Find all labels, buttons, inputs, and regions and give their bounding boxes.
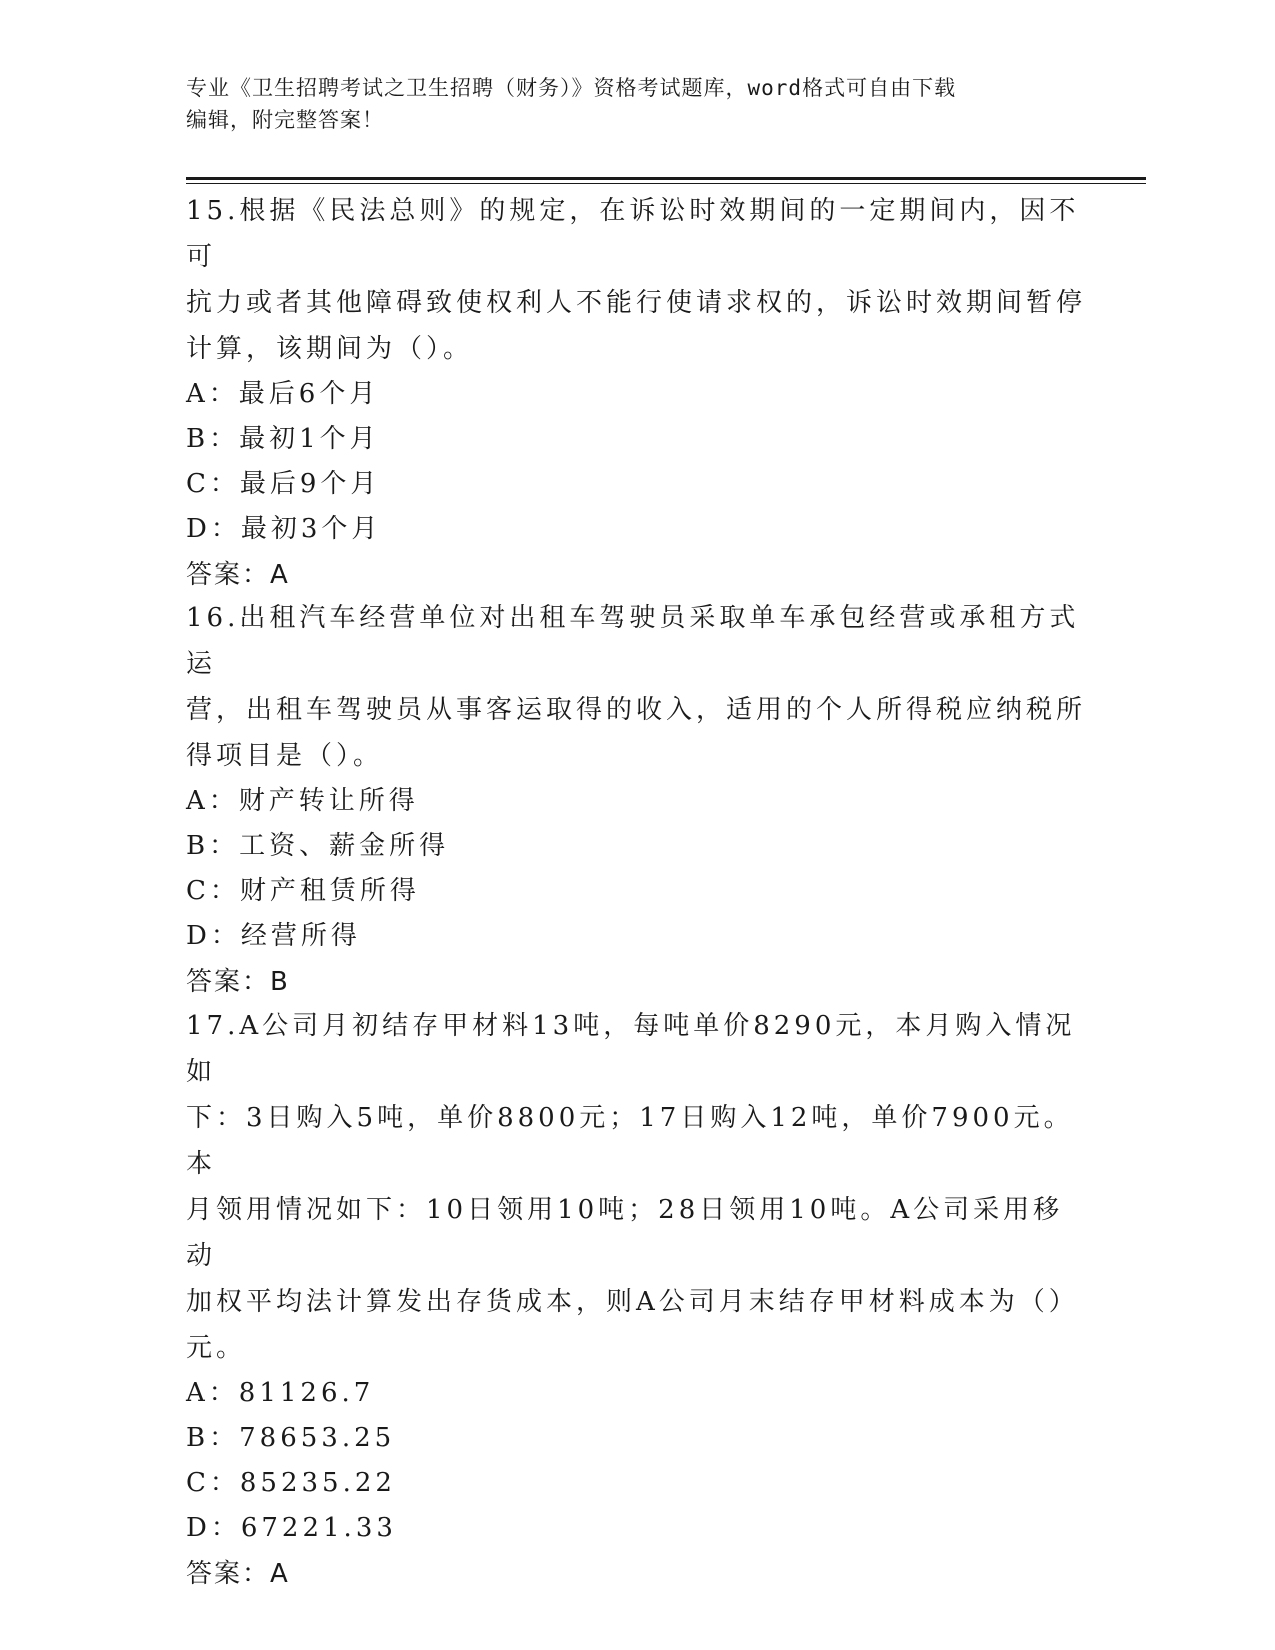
option-b: B：最初1个月 bbox=[186, 424, 380, 454]
question-stem-line: 下：3日购入5吨，单价8800元；17日购入12吨，单价7900元。本 bbox=[186, 1103, 1074, 1179]
option-c: C：财产租赁所得 bbox=[186, 876, 420, 906]
option-d: D：67221.33 bbox=[186, 1513, 397, 1543]
question-stem-line: 营，出租车驾驶员从事客运取得的收入，适用的个人所得税应纳税所 bbox=[186, 695, 1087, 725]
question-stem-line: 15.根据《民法总则》的规定，在诉讼时效期间的一定期间内，因不可 bbox=[186, 196, 1080, 272]
option-b: B：78653.25 bbox=[186, 1423, 396, 1453]
question-stem-line: 17.A公司月初结存甲材料13吨，每吨单价8290元，本月购入情况如 bbox=[186, 1011, 1076, 1087]
option-c: C：最后9个月 bbox=[186, 469, 381, 499]
question-17 bbox=[186, 1003, 1086, 1597]
option-a: A：财产转让所得 bbox=[186, 786, 419, 816]
option-b: B：工资、薪金所得 bbox=[186, 831, 450, 861]
answer-line: 答案：B bbox=[186, 967, 290, 997]
header-line-1: 专业《卫生招聘考试之卫生招聘（财务）》资格考试题库，word格式可自由下载 bbox=[186, 76, 957, 100]
question-stem-line: 抗力或者其他障碍致使权利人不能行使请求权的，诉讼时效期间暂停 bbox=[186, 288, 1087, 318]
question-stem-line: 加权平均法计算发出存货成本，则A公司月末结存甲材料成本为（） bbox=[186, 1287, 1079, 1317]
question-stem-line: 月领用情况如下：10日领用10吨；28日领用10吨。A公司采用移动 bbox=[186, 1195, 1064, 1271]
option-a: A：81126.7 bbox=[186, 1378, 375, 1408]
option-c: C：85235.22 bbox=[186, 1468, 396, 1498]
question-15 bbox=[186, 188, 1086, 598]
header-line-2: 编辑，附完整答案！ bbox=[186, 108, 384, 132]
answer-line: 答案：A bbox=[186, 560, 290, 590]
option-d: D：经营所得 bbox=[186, 921, 361, 951]
option-a: A：最后6个月 bbox=[186, 379, 380, 409]
question-stem-line: 得项目是（）。 bbox=[186, 741, 384, 771]
question-stem-line: 计算，该期间为（）。 bbox=[186, 334, 474, 364]
header-divider-thin bbox=[186, 183, 1146, 184]
option-d: D：最初3个月 bbox=[186, 514, 382, 544]
question-stem-line: 元。 bbox=[186, 1333, 247, 1363]
question-stem-line: 16.出租汽车经营单位对出租车驾驶员采取单车承包经营或承租方式运 bbox=[186, 603, 1080, 679]
question-16 bbox=[186, 595, 1086, 1005]
header-divider-thick bbox=[186, 177, 1146, 180]
answer-line: 答案：A bbox=[186, 1559, 290, 1589]
document-header bbox=[186, 72, 1066, 136]
